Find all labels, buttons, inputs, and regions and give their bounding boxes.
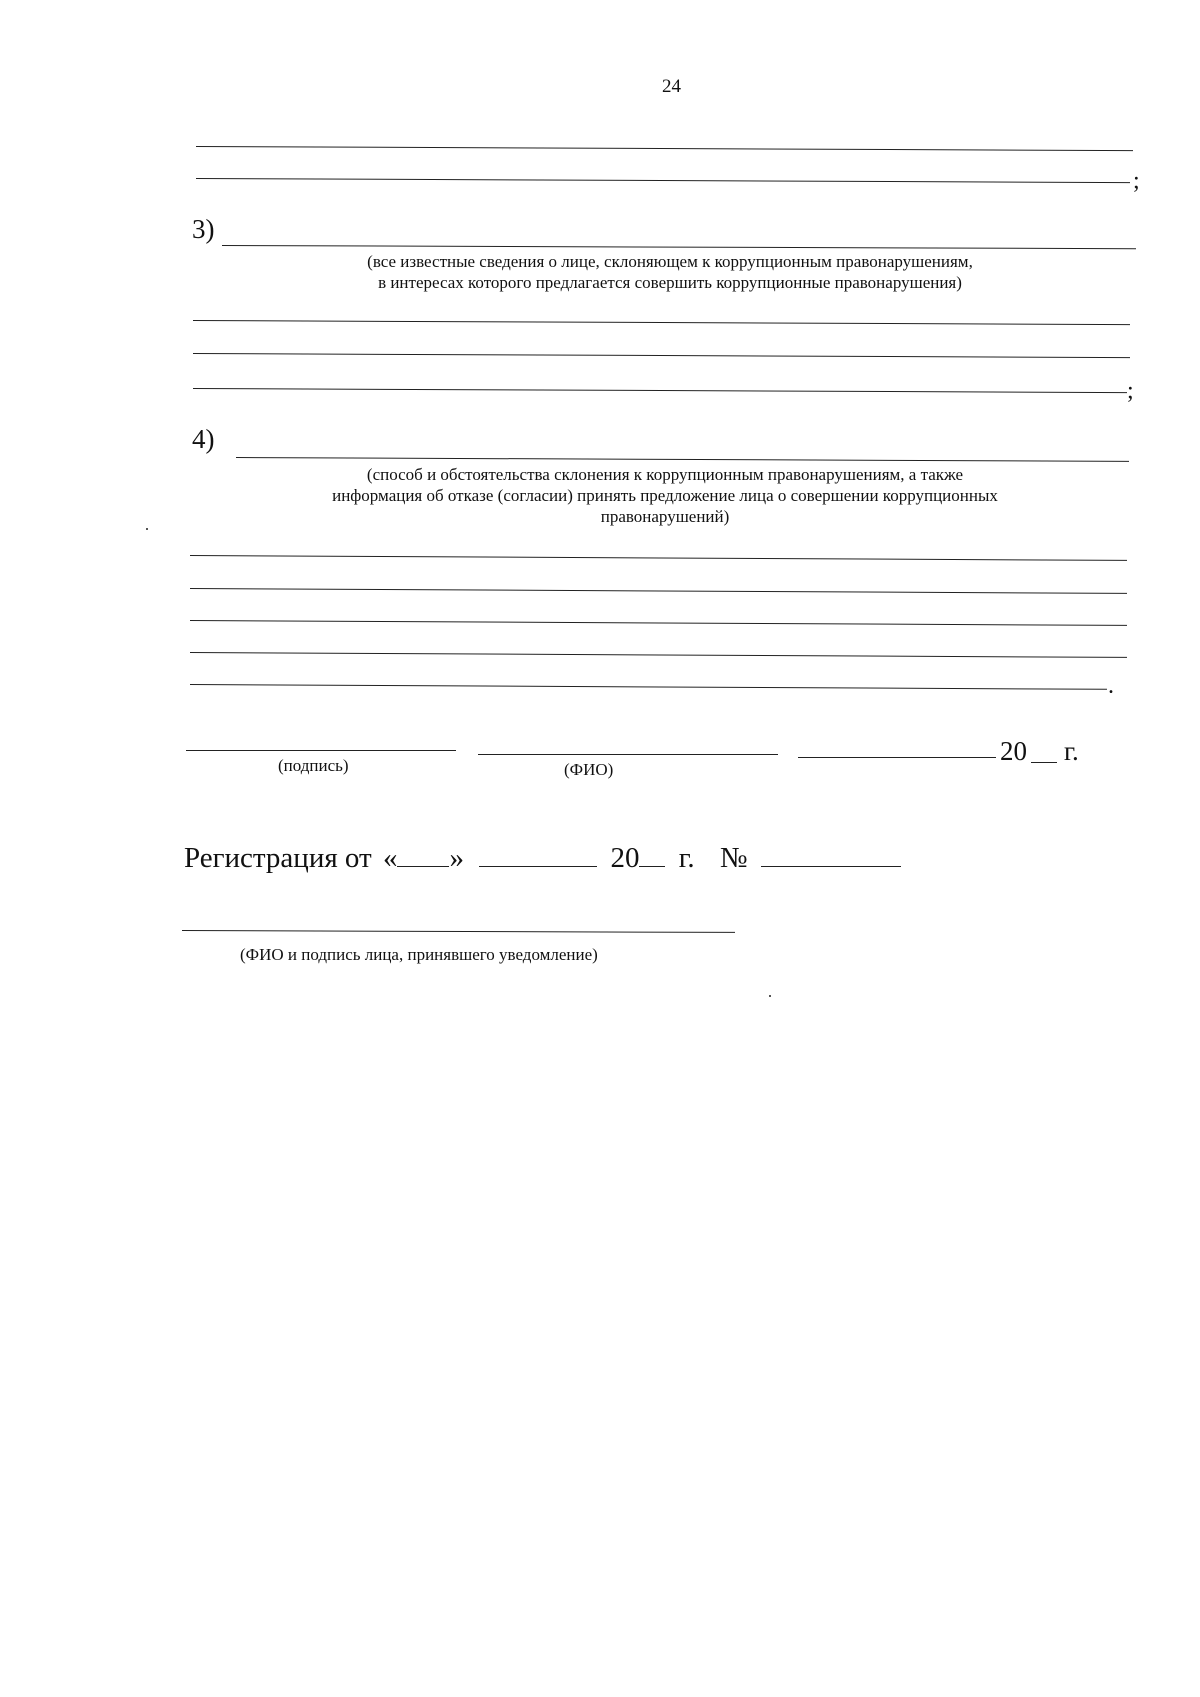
date-year-prefix: 20 (1000, 736, 1027, 766)
date-year-suffix: г. (1064, 736, 1079, 766)
section3-caption (290, 251, 1050, 293)
section3-blank-line-3[interactable] (193, 388, 1127, 393)
section3-end-mark: ; (1127, 378, 1134, 404)
date-year-blank[interactable] (1031, 762, 1057, 763)
scan-speck (146, 528, 148, 530)
registration-day-blank[interactable] (397, 844, 449, 867)
registration-number-blank[interactable] (761, 844, 901, 867)
registration-open-quote: « (382, 842, 398, 874)
section4-blank-line-3[interactable] (190, 620, 1127, 626)
section4-caption-line-3: правонарушений) (600, 507, 730, 526)
signature-label: (подпись) (278, 756, 349, 775)
section4-blank-line-1[interactable] (190, 555, 1127, 561)
section4-number: 4) (192, 424, 215, 454)
section4-end-mark: . (1108, 673, 1114, 699)
signature-line[interactable] (186, 750, 456, 751)
registration-year-blank[interactable] (639, 844, 665, 867)
fio-line[interactable] (478, 754, 778, 755)
receiver-caption: (ФИО и подпись лица, принявшего уведомление) (240, 945, 598, 964)
section2-end-mark: ; (1133, 168, 1140, 194)
fio-label: (ФИО) (564, 760, 614, 779)
registration-year-prefix: 20 (610, 842, 640, 874)
section3-number: 3) (192, 214, 215, 244)
section4-first-line[interactable] (236, 457, 1129, 462)
registration-month-blank[interactable] (479, 844, 597, 867)
section4-blank-line-2[interactable] (190, 588, 1127, 594)
section3-caption-line-2: в интересах которого предлагается совершить коррупционные правонарушения) (378, 273, 962, 292)
date-line[interactable] (798, 757, 996, 758)
registration-label: Регистрация от (184, 842, 372, 874)
section4-blank-line-5[interactable] (190, 684, 1107, 690)
section3-first-line[interactable] (222, 245, 1136, 249)
section3-caption-line-1: (все известные сведения о лице, склоняющем к коррупционным правонарушениям, (367, 252, 973, 271)
registration-year-suffix: г. (678, 842, 695, 874)
registration-number-sign: № (719, 842, 748, 874)
section2-blank-line-1[interactable] (196, 146, 1133, 151)
section4-blank-line-4[interactable] (190, 652, 1127, 658)
section3-blank-line-2[interactable] (193, 353, 1130, 358)
receiver-line[interactable] (182, 930, 735, 933)
section3-blank-line-1[interactable] (193, 320, 1130, 325)
section2-blank-line-2[interactable] (196, 178, 1130, 183)
registration-close-quote: » (449, 842, 464, 874)
page-number: 24 (662, 76, 681, 97)
registration-row (184, 842, 901, 875)
section4-caption (240, 464, 1090, 527)
section4-caption-line-1: (способ и обстоятельства склонения к коррупционным правонарушениям, а также (366, 465, 964, 484)
section4-caption-line-2: информация об отказе (согласии) принять предложение лица о совершении коррупционных (332, 486, 998, 505)
scan-speck (769, 995, 771, 997)
